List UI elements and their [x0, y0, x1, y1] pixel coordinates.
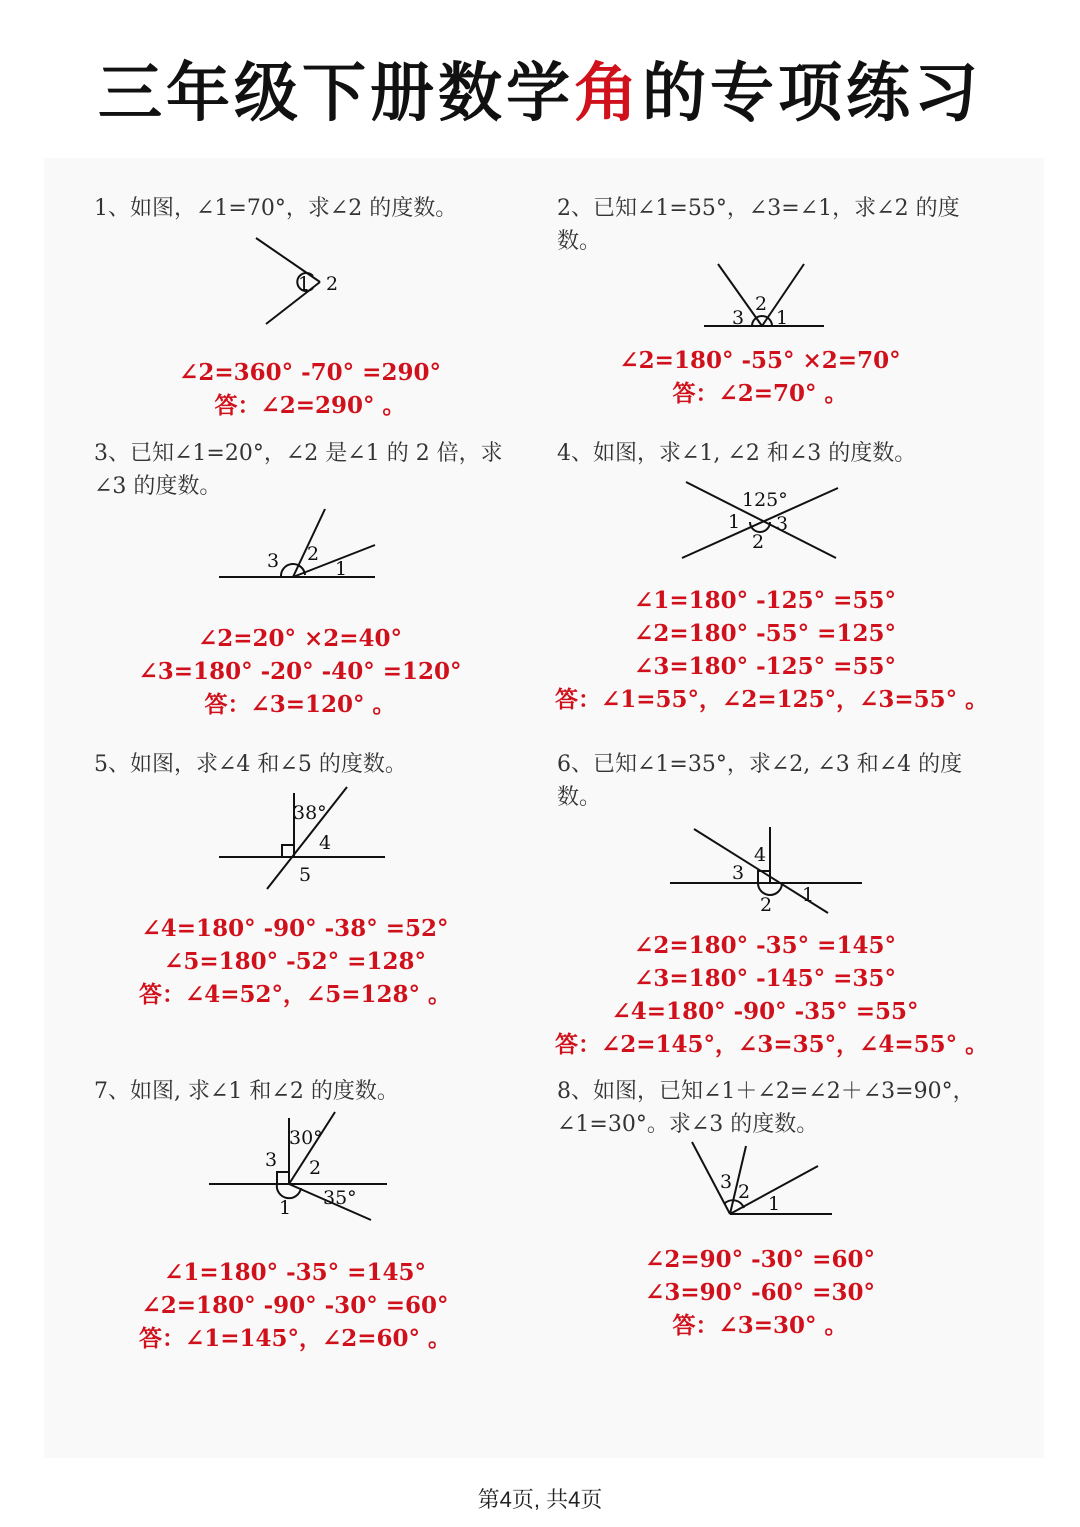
p2-label-1: 1 — [776, 307, 789, 329]
p5-solution-line-1: ∠4=180° -90° -38° =52° — [141, 915, 449, 942]
p4-answer: 答：∠1=55°，∠2=125°，∠3=55° 。 — [555, 686, 989, 713]
p5-answer: 答：∠4=52°，∠5=128° 。 — [138, 981, 452, 1008]
p8-answer: 答：∠3=30° 。 — [672, 1312, 848, 1339]
p6-solution-line-3: ∠4=180° -90° -35° =55° — [611, 998, 919, 1025]
title-prefix: 三年级下册数学 — [98, 57, 574, 131]
p3-solution-line-2: ∠3=180° -20° -40° =120° — [138, 658, 462, 685]
p2-label-3: 3 — [732, 307, 745, 329]
p1-answer: 答：∠2=290° 。 — [214, 392, 406, 419]
problem-2-figure — [700, 260, 830, 335]
problem-7-text: 7、如图, 求∠1 和∠2 的度数。 — [94, 1079, 399, 1104]
p6-label-2: 2 — [760, 894, 773, 916]
problem-4-solution — [555, 584, 989, 716]
p7-solution-line-1: ∠1=180° -35° =145° — [164, 1259, 426, 1286]
p3-label-3: 3 — [267, 550, 280, 572]
p3-solution-line-1: ∠2=20° ×2=40° — [197, 625, 403, 652]
problem-1-solution — [100, 356, 520, 422]
problem-3-figure — [215, 505, 380, 585]
p4-solution-line-1: ∠1=180° -125° =55° — [634, 587, 896, 614]
p4-label-3: 3 — [776, 513, 789, 535]
problem-6-text: 6、已知∠1=35°，求∠2, ∠3 和∠4 的度数。 — [557, 752, 963, 810]
p6-label-1: 1 — [802, 884, 815, 906]
p6-solution-line-1: ∠2=180° -35° =145° — [634, 932, 896, 959]
problem-3-solution — [100, 622, 500, 721]
p4-label-2: 2 — [752, 531, 765, 553]
p5-solution-line-2: ∠5=180° -52° =128° — [164, 948, 426, 975]
page-footer: 第4页, 共4页 — [477, 1487, 603, 1512]
p3-label-1: 1 — [335, 558, 348, 580]
p5-label-4: 4 — [319, 832, 332, 854]
p5-label-38: 38° — [293, 802, 327, 824]
p2-label-2: 2 — [755, 293, 768, 315]
page-title — [0, 42, 1080, 134]
p3-answer: 答：∠3=120° 。 — [204, 691, 396, 718]
p7-label-30: 30° — [289, 1127, 323, 1149]
p6-answer: 答：∠2=145°，∠3=35°，∠4=55° 。 — [555, 1031, 989, 1058]
problem-4-text: 4、如图，求∠1, ∠2 和∠3 的度数。 — [557, 441, 917, 466]
problem-7-solution — [95, 1256, 495, 1355]
p2-solution-line: ∠2=180° -55° ×2=70° — [619, 347, 901, 374]
p7-label-3: 3 — [265, 1149, 278, 1171]
p7-label-2: 2 — [309, 1157, 322, 1179]
p7-answer: 答：∠1=145°，∠2=60° 。 — [138, 1325, 452, 1352]
p8-solution-line-1: ∠2=90° -30° =60° — [645, 1246, 875, 1273]
title-suffix: 的专项练习 — [642, 57, 982, 131]
problem-5-figure — [215, 783, 390, 893]
p6-solution-line-2: ∠3=180° -145° =35° — [634, 965, 896, 992]
p4-label-1: 1 — [728, 511, 741, 533]
problem-2-solution — [560, 344, 960, 410]
problem-1-figure — [240, 230, 360, 330]
p4-solution-line-2: ∠2=180° -55° =125° — [634, 620, 896, 647]
p8-label-2: 2 — [738, 1181, 751, 1203]
problem-1-text: 1、如图，∠1=70°，求∠2 的度数。 — [94, 196, 458, 221]
problem-8-figure — [686, 1138, 836, 1220]
p8-solution-line-2: ∠3=90° -60° =30° — [645, 1279, 875, 1306]
problem-8-solution — [560, 1243, 960, 1342]
p4-label-125: 125° — [742, 489, 788, 511]
p7-solution-line-2: ∠2=180° -90° -30° =60° — [141, 1292, 449, 1319]
problem-7-figure — [205, 1108, 390, 1223]
p4-solution-line-3: ∠3=180° -125° =55° — [634, 653, 896, 680]
p1-label-2: 2 — [326, 273, 339, 295]
p3-label-2: 2 — [307, 543, 320, 565]
problem-6-solution — [555, 929, 989, 1061]
p6-label-4: 4 — [754, 844, 767, 866]
p7-label-35: 35° — [323, 1187, 357, 1209]
p8-label-3: 3 — [720, 1171, 733, 1193]
title-highlight: 角 — [574, 57, 642, 131]
p5-label-5: 5 — [299, 864, 312, 886]
p6-label-3: 3 — [732, 862, 745, 884]
p2-answer: 答：∠2=70° 。 — [672, 380, 848, 407]
problem-4-figure — [678, 478, 843, 563]
p8-label-1: 1 — [768, 1193, 781, 1215]
problem-2-text: 2、已知∠1=55°，∠3=∠1，求∠2 的度数。 — [557, 196, 960, 254]
p1-label-1: 1 — [298, 273, 311, 295]
problem-3-text: 3、已知∠1=20°，∠2 是∠1 的 2 倍，求∠3 的度数。 — [94, 441, 503, 499]
problem-8-text: 8、如图，已知∠1＋∠2=∠2＋∠3=90°，∠1=30°。求∠3 的度数。 — [557, 1079, 975, 1137]
p7-label-1: 1 — [279, 1197, 292, 1219]
problem-6-figure — [666, 823, 866, 918]
problem-5-solution — [95, 912, 495, 1011]
problem-5-text: 5、如图，求∠4 和∠5 的度数。 — [94, 752, 407, 777]
p1-solution-line: ∠2=360° -70° =290° — [179, 359, 441, 386]
